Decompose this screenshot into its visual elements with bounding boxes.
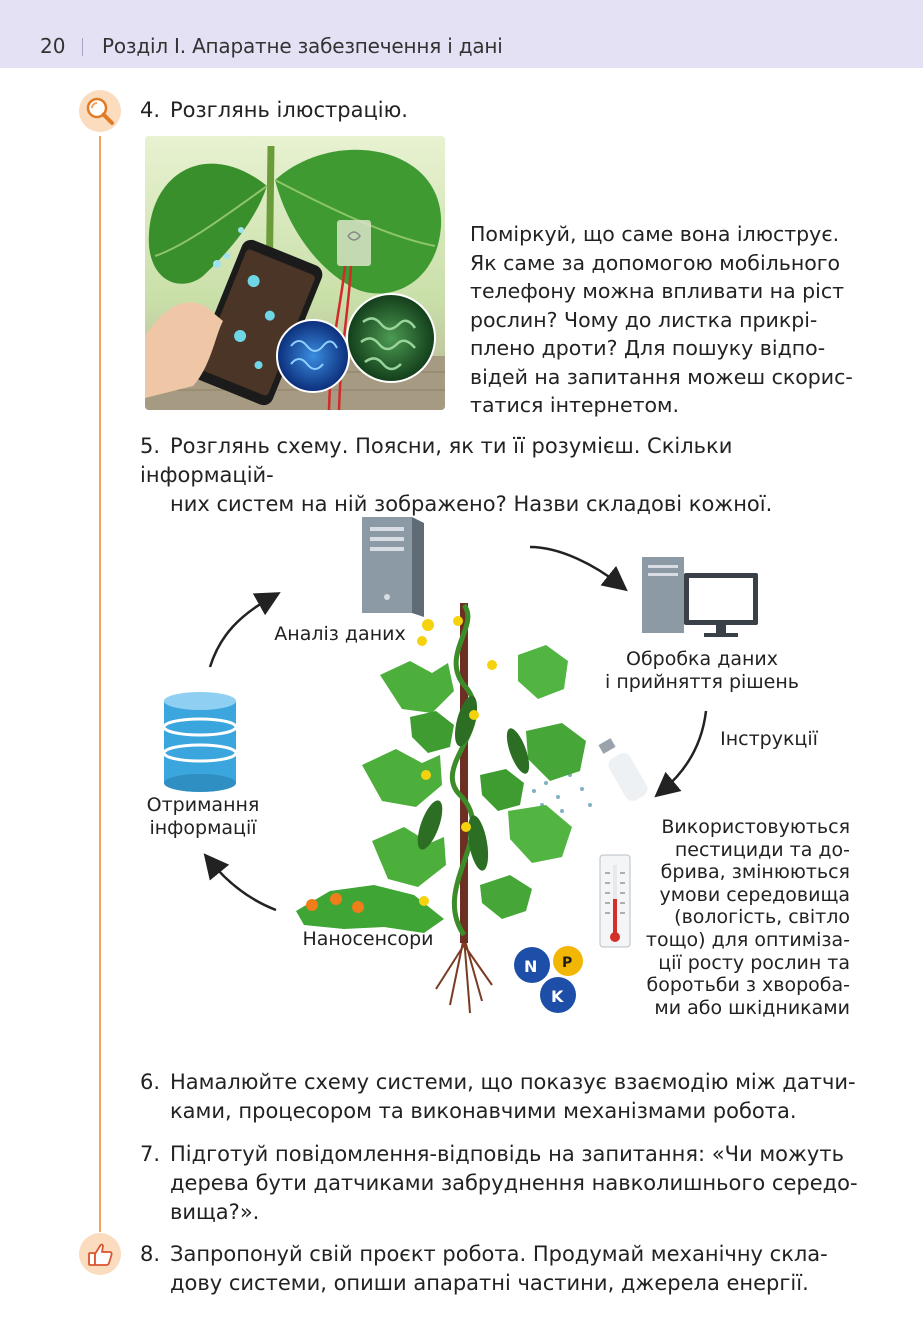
task-number: 4. — [140, 98, 161, 122]
label-data-analysis: Аналіз даних — [274, 623, 406, 645]
header-divider — [82, 38, 83, 56]
label-line: Обробка даних — [625, 648, 779, 670]
label-line: ми або шкідниками — [654, 996, 850, 1019]
label-line: (вологість, світло — [674, 906, 850, 929]
label-line: пестициди та до- — [674, 838, 850, 861]
question-line: відей на запитання можеш скорис- — [470, 364, 853, 389]
label-line: Отримання — [146, 794, 260, 816]
label-processing — [592, 648, 812, 694]
task-text: них систем на ній зображено? Назви складові кожної. — [170, 492, 773, 516]
label-result — [640, 816, 850, 1019]
npk-n-label: N — [524, 957, 538, 976]
question-line: плено дроти? Для пошуку відпо- — [470, 336, 826, 360]
task-text: ками, процесором та виконавчими механізмами робота. — [170, 1099, 797, 1123]
label-line: ції росту рослин та — [658, 951, 850, 974]
computer-icon — [642, 557, 758, 637]
task-text: Підготуй повідомлення-відповідь на запитання: «Чи можуть — [170, 1142, 844, 1166]
plant-monitoring-diagram — [130, 505, 870, 1035]
page-header — [0, 0, 923, 68]
magnifier-icon — [79, 90, 121, 132]
label-line: і прийняття рішень — [605, 671, 799, 693]
question-line: Поміркуй, що саме вона ілюструє. — [470, 222, 840, 246]
task-text: Запропонуй свій проєкт робота. Продумай механічну скла- — [170, 1242, 828, 1266]
label-line: умови середовища — [659, 883, 850, 906]
label-receiving-info — [138, 794, 268, 840]
task-4-questions — [470, 220, 860, 420]
thumbs-up-icon — [79, 1233, 121, 1275]
plant-phone-illustration — [145, 136, 445, 410]
label-line: тощо) для оптиміза- — [645, 928, 850, 951]
chapter-title: Розділ І. Апаратне забезпечення і дані — [102, 34, 503, 58]
label-nanosensors: Наносенсори — [302, 928, 434, 950]
question-line: Як саме за допомогою мобільного — [470, 250, 841, 275]
margin-rule — [99, 136, 101, 1232]
label-line: брива, змінюються — [660, 861, 850, 884]
npk-p-label: P — [562, 955, 573, 971]
task-text: Намалюйте схему системи, що показує взаємодію між датчи- — [170, 1070, 856, 1094]
label-line: інформації — [149, 817, 257, 839]
database-icon — [164, 692, 236, 792]
page-number: 20 — [40, 34, 66, 58]
task-number: 6. — [140, 1070, 161, 1094]
task-text: дерева бути датчиками забруднення навколишнього середо- — [170, 1171, 858, 1195]
question-line: рослин? Чому до листка прикрі- — [470, 307, 818, 332]
task-text: Розглянь схему. Поясни, як ти її розумієш. Скільки інформацій- — [140, 434, 733, 487]
task-number: 7. — [140, 1142, 161, 1166]
task-6 — [140, 1068, 870, 1126]
task-text: дову системи, опиши апаратні частини, джерела енергії. — [170, 1271, 809, 1295]
task-number: 8. — [140, 1242, 161, 1266]
question-line: татися інтернетом. — [470, 393, 680, 417]
server-icon — [362, 517, 424, 617]
label-line: Використовуються — [661, 816, 850, 838]
task-7 — [140, 1140, 870, 1227]
task-number: 5. — [140, 434, 161, 458]
task-text: вища?». — [170, 1200, 260, 1224]
npk-k-label: K — [551, 987, 564, 1006]
task-4-heading — [140, 96, 408, 125]
task-8 — [140, 1240, 870, 1298]
label-line: боротьби з хвороба- — [646, 974, 850, 997]
label-instructions: Інструкції — [720, 728, 818, 750]
question-line: телефону можна впливати на ріст — [470, 279, 845, 303]
task-text: Розглянь ілюстрацію. — [170, 98, 408, 122]
thermometer-icon — [600, 855, 630, 947]
